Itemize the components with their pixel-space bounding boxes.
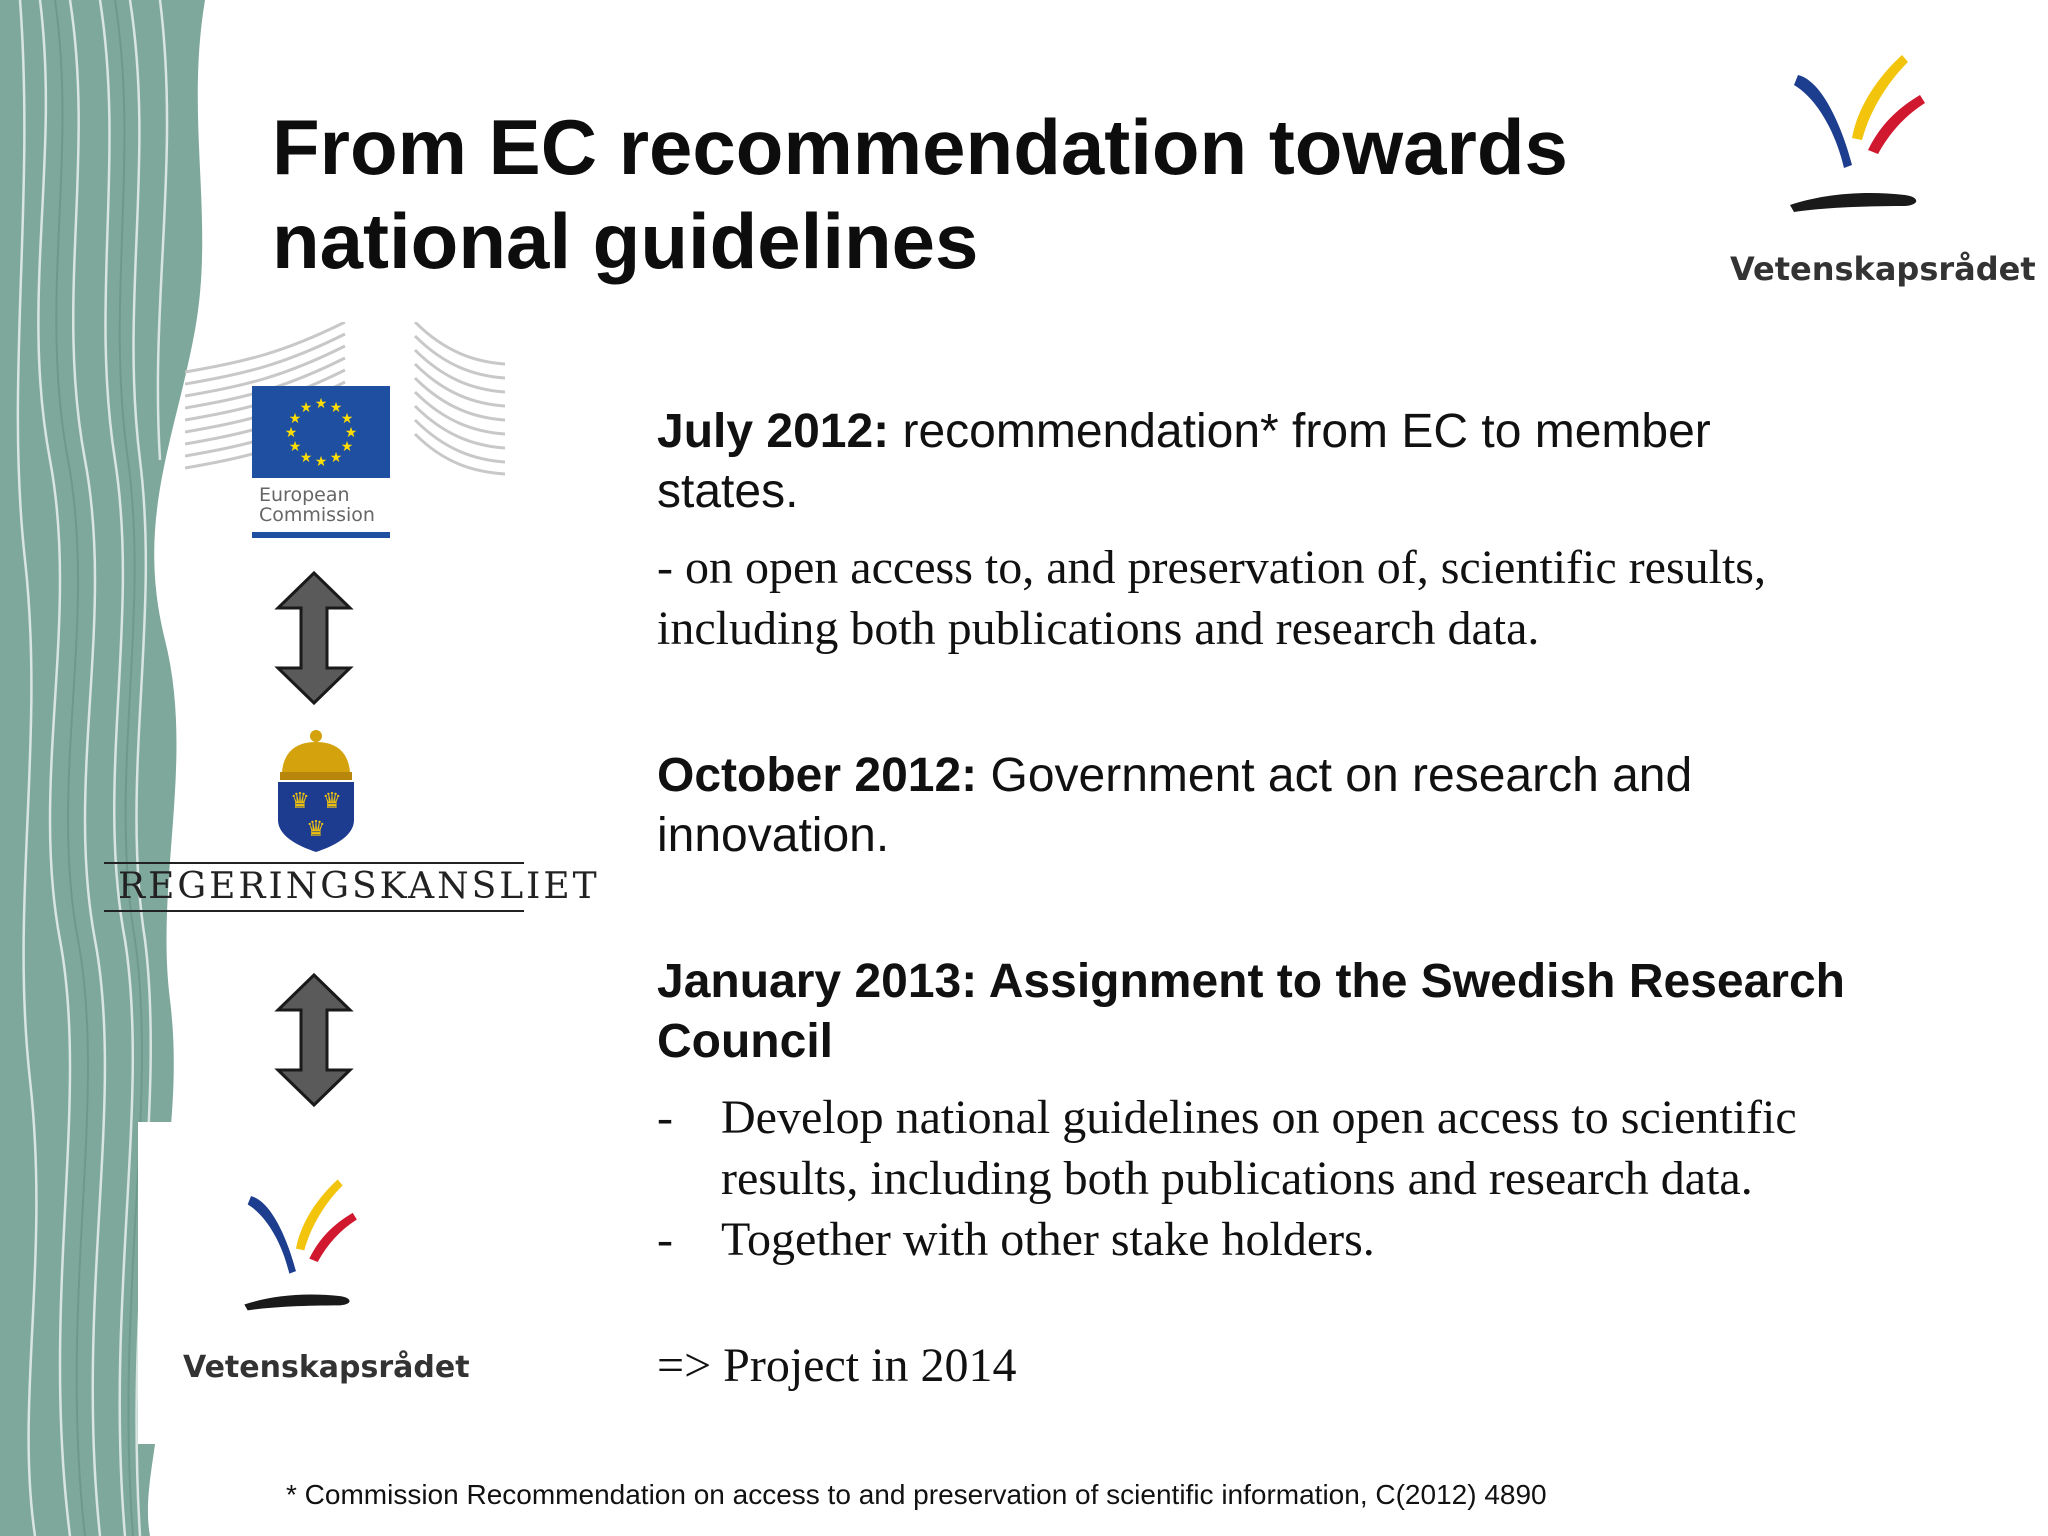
bullet-text-line-1: Together with other stake holders. [721, 1213, 1375, 1266]
svg-text:★: ★ [314, 454, 328, 470]
october-2012-text-a: Government act on research and [977, 749, 1693, 802]
ec-label-line-2: Commission [259, 504, 375, 526]
svg-text:★: ★ [329, 400, 343, 416]
ec-logo-underline [252, 532, 390, 538]
svg-text:♛: ♛ [306, 817, 326, 842]
vr-brush-mark-icon [1780, 40, 1960, 220]
january-2013-heading-line-1: January 2013: Assignment to the Swedish Research [657, 955, 1845, 1008]
svg-text:★: ★ [314, 396, 328, 412]
svg-text:★: ★ [299, 450, 313, 466]
october-2012-date: October 2012: [657, 749, 978, 802]
ec-logo-label [259, 485, 375, 525]
project-2014-line: => Project in 2014 [657, 1339, 1017, 1392]
svg-text:★: ★ [340, 439, 354, 455]
svg-text:★: ★ [284, 425, 298, 441]
double-arrow-icon [274, 570, 354, 706]
july-2012-block [657, 402, 1977, 659]
july-2012-heading [657, 402, 1977, 462]
eu-flag-icon [252, 386, 390, 478]
title-line-2: national guidelines [272, 197, 979, 285]
january-2013-block [657, 952, 1977, 1270]
svg-text:♛: ♛ [322, 789, 342, 814]
bullet-text [721, 1209, 1951, 1270]
ec-label-line-1: European [259, 484, 350, 506]
double-arrow-icon [274, 972, 354, 1108]
svg-text:★: ★ [288, 411, 302, 427]
regeringskansliet-logo [104, 728, 600, 914]
july-2012-text-b: states. [657, 465, 799, 518]
vr-logo-bottom [138, 1122, 470, 1444]
bullet-marker: - [657, 1213, 673, 1266]
bullet-text-line-2: results, including both publications and research data. [721, 1152, 1753, 1205]
bullet-text-line-1: Develop national guidelines on open access to scientific [721, 1091, 1797, 1144]
regeringskansliet-label: REGERINGSKANSLIET [118, 866, 600, 907]
list-item [657, 1209, 1977, 1270]
slide-title [272, 100, 1672, 288]
july-2012-detail [657, 537, 1977, 659]
svg-text:★: ★ [344, 425, 358, 441]
january-2013-heading-line-2: Council [657, 1015, 833, 1068]
bullet-marker: - [657, 1091, 673, 1144]
title-line-1: From EC recommendation towards [272, 103, 1568, 191]
july-2012-detail-line-1: - on open access to, and preservation of, scientific results, [657, 541, 1766, 594]
july-2012-detail-line-2: including both publications and research data. [657, 602, 1540, 655]
svg-text:★: ★ [288, 439, 302, 455]
vr-logo-top [1720, 40, 2036, 300]
january-2013-bullet-list [657, 1087, 1977, 1270]
regeringskansliet-bottom-rule [104, 910, 524, 912]
regeringskansliet-top-rule [104, 862, 524, 864]
july-2012-date: July 2012: [657, 405, 890, 458]
footnote: * Commission Recommendation on access to and preservation of scientific information, C(2012) 4890 [286, 1479, 1547, 1510]
october-2012-block [657, 746, 1977, 866]
svg-text:★: ★ [299, 400, 313, 416]
vr-brush-mark-icon [236, 1162, 386, 1322]
vr-logo-top-label: Vetenskapsrådet [1730, 250, 2036, 288]
october-2012-text-b: innovation. [657, 809, 890, 862]
july-2012-text-a: recommendation* from EC to member [889, 405, 1711, 458]
october-2012-heading [657, 746, 1977, 806]
svg-text:★: ★ [329, 450, 343, 466]
vr-logo-bottom-label: Vetenskapsrådet [183, 1350, 470, 1385]
svg-text:★: ★ [340, 411, 354, 427]
ec-logo [185, 322, 505, 547]
bullet-text [721, 1087, 1951, 1209]
svg-text:♛: ♛ [290, 789, 310, 814]
list-item [657, 1087, 1977, 1209]
swedish-crown-shield-icon [274, 728, 358, 852]
